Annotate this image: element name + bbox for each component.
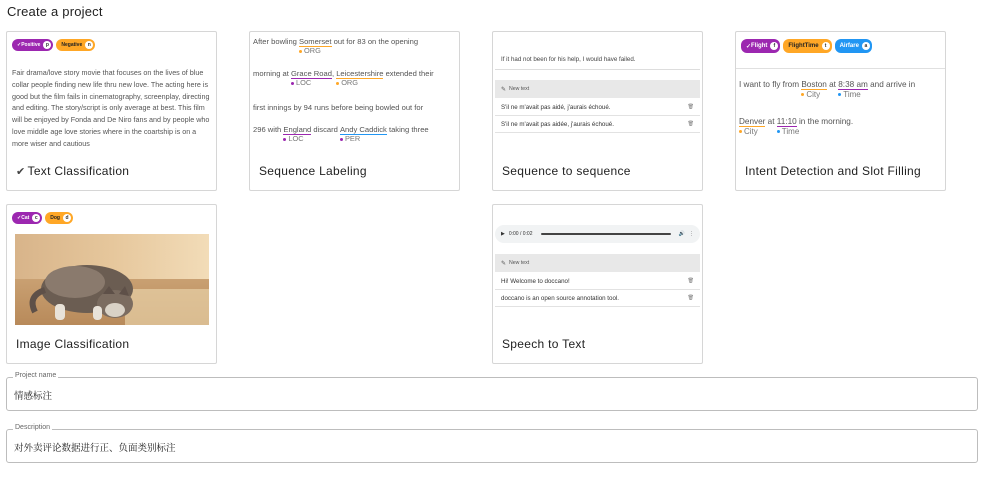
speech-to-text-card[interactable]: [492, 204, 703, 364]
project-name-input[interactable]: 情感标注: [14, 391, 53, 402]
cat-image: [15, 234, 209, 325]
chip-dog[interactable]: Dog d: [45, 212, 73, 224]
trash-icon[interactable]: 🗑: [687, 295, 694, 301]
trash-icon[interactable]: 🗑: [687, 278, 694, 284]
trash-icon[interactable]: 🗑: [687, 121, 694, 127]
entity-span[interactable]: England LOC: [283, 125, 312, 143]
slot-span[interactable]: 11:10 Time: [776, 117, 800, 136]
entity-span[interactable]: Somerset ORG: [299, 37, 332, 55]
source-text: If it had not been for his help, I would have failed.: [495, 48, 700, 70]
description-field[interactable]: [6, 424, 978, 463]
chip-flighttime[interactable]: FlightTime t: [783, 39, 831, 53]
chip-negative[interactable]: Negative n: [56, 39, 95, 51]
card-label: Speech to Text: [502, 337, 586, 351]
new-text-bar[interactable]: ✎ New text: [495, 254, 700, 272]
slot-span[interactable]: Denver City: [739, 117, 766, 136]
slot-span[interactable]: Boston City: [801, 80, 827, 99]
label-chips: [12, 212, 73, 224]
card-label: Image Classification: [16, 337, 130, 351]
intent-card[interactable]: [735, 31, 946, 191]
list-item[interactable]: doccano is an open source annotation tool. 🗑: [495, 290, 700, 307]
list-item[interactable]: S'il ne m'avait pas aidé, j'aurais échoué. 🗑: [495, 99, 700, 116]
description-input[interactable]: 对外卖评论数据进行正、负面类别标注: [14, 443, 176, 454]
chip-cat[interactable]: ✓ Cat c: [12, 212, 42, 224]
image-classification-card[interactable]: [6, 204, 217, 364]
chip-positive[interactable]: ✓ Positive p: [12, 39, 53, 51]
text-line: 296 with England LOC discard Andy Caddick PER taking three: [253, 125, 429, 143]
entity-span[interactable]: Andy Caddick PER: [339, 125, 387, 143]
new-text-bar[interactable]: ✎ New text: [495, 80, 700, 98]
text-classification-card[interactable]: [6, 31, 217, 191]
field-label: Project name: [15, 372, 57, 379]
card-label: Intent Detection and Slot Filling: [745, 164, 921, 178]
check-icon: ✔: [16, 166, 26, 178]
volume-icon[interactable]: 🔊: [678, 231, 685, 237]
card-label: Sequence Labeling: [259, 164, 367, 178]
seq2seq-card[interactable]: [492, 31, 703, 191]
text-line: Denver City at 11:10 Time in the morning.: [739, 117, 854, 136]
card-label: Sequence to sequence: [502, 164, 631, 178]
entity-span[interactable]: Grace Road LOC: [291, 69, 332, 87]
label-chips: [12, 39, 95, 51]
slot-span[interactable]: 8:38 am Time: [838, 80, 868, 99]
page-title: Create a project: [7, 4, 103, 19]
pencil-icon: ✎: [501, 260, 507, 267]
entity-span[interactable]: Leicestershire ORG: [336, 69, 384, 87]
review-text: Fair drama/love story movie that focuses on the lives of blue collar people finding new life thru new love. The acting here is good but the film fails in cinematography, screenplay, directing and editing. The story/script is only average at best. This film will be enjoyed by Fonda and De Niro fans and by people who love middle age love stories where in the coartship is on a more wiser and cautious: [12, 68, 210, 148]
text-line: morning at Grace Road LOC , Leicestershire ORG extended their: [253, 69, 434, 87]
more-icon[interactable]: ⋮: [689, 231, 694, 237]
text-line: first innings by 94 runs before being bowled out for: [253, 103, 424, 112]
field-label: Description: [15, 424, 51, 431]
audio-player[interactable]: ▶ 0:00 / 0:02 🔊 ⋮: [495, 225, 700, 243]
trash-icon[interactable]: 🗑: [687, 104, 694, 110]
list-item[interactable]: Hi! Welcome to doccano! 🗑: [495, 273, 700, 290]
play-icon[interactable]: ▶: [501, 231, 505, 237]
audio-track[interactable]: [541, 233, 671, 235]
sequence-labeling-card[interactable]: [249, 31, 460, 191]
pencil-icon: ✎: [501, 86, 507, 93]
divider: [736, 68, 945, 69]
chip-flight[interactable]: ✓ Flight f: [741, 39, 780, 53]
project-name-field[interactable]: [6, 372, 978, 411]
label-chips: [741, 39, 872, 53]
card-label: ✔ Text Classification: [16, 164, 130, 178]
list-item[interactable]: S'il ne m'avait pas aidée, j'aurais échoué. 🗑: [495, 116, 700, 133]
text-line: I want to fly from Boston City at 8:38 am Time and arrive in: [739, 80, 916, 99]
chip-airfare[interactable]: Airfare a: [835, 39, 872, 53]
text-line: After bowling Somerset ORG out for 83 on the opening: [253, 37, 419, 55]
